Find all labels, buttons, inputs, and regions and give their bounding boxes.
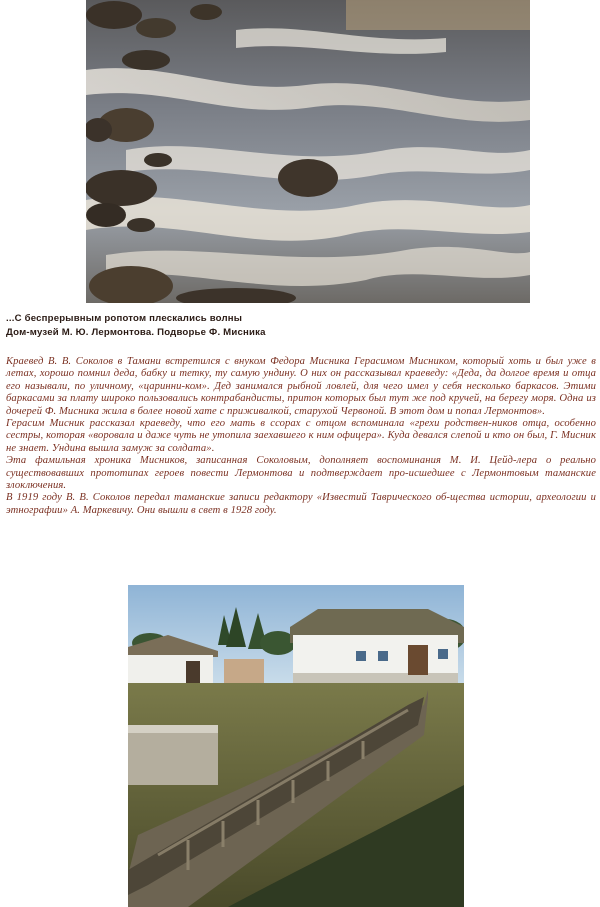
house-museum-yard-photo bbox=[128, 585, 464, 907]
article-body bbox=[6, 356, 596, 517]
photo-captions bbox=[6, 312, 596, 340]
article-paragraph-1: Краевед В. В. Соколов в Тамани встретился с внуком Федора Мисника Герасимом Мисником, который хоть и был уже в летах, хорошо помнил деда, бабку и тетку, ту самую ундину. О них он рассказывал краеведу: «Деда, да долгое время и отца его называли, по уличному, «царинни-ком». Дед занимался рыбной ловлей, для чего имел у себя несколько баркасов. Этими баркасами за плату широко пользовались контрабандисты, притон которых был тут же под кручей, на берегу моря. Одна из дочерей Ф. Мисника жила в более новой хате с приживалкой, старухой Червоной. В этот дом и попал Лермонтов». bbox=[6, 356, 596, 417]
caption-sea-photo: ...С беспрерывным ропотом плескались волны bbox=[6, 313, 243, 324]
article-paragraph-4: В 1919 году В. В. Соколов передал таманские записи редактору «Известий Таврического об-щества истории, археологии и этнографии» А. Маркевичу. Они вышли в свет в 1928 году. bbox=[6, 492, 596, 516]
sea-waves-photo bbox=[86, 0, 530, 303]
caption-museum-photo: Дом-музей М. Ю. Лермонтова. Подворье Ф. Мисника bbox=[6, 327, 266, 338]
article-paragraph-3: Эта фамильная хроника Мисников, записанная Соколовым, дополняет воспоминания М. И. Цейд-лера о реально существовавших прототипах героев повести Лермонтова и подтверждает про-исшедшее с Лермонтовым таманские злоключения. bbox=[6, 455, 596, 492]
article-paragraph-2: Герасим Мисник рассказал краеведу, что его мать в ссорах с отцом вспоминала «грехи родствен-ников отца, особенно сестры, которая «воровала и даже чуть не утопила заехавшего к ним офицера». Куда девался слепой и кто он был, Г. Мисник не знает. Ундина вышла замуж за солдата». bbox=[6, 418, 596, 454]
